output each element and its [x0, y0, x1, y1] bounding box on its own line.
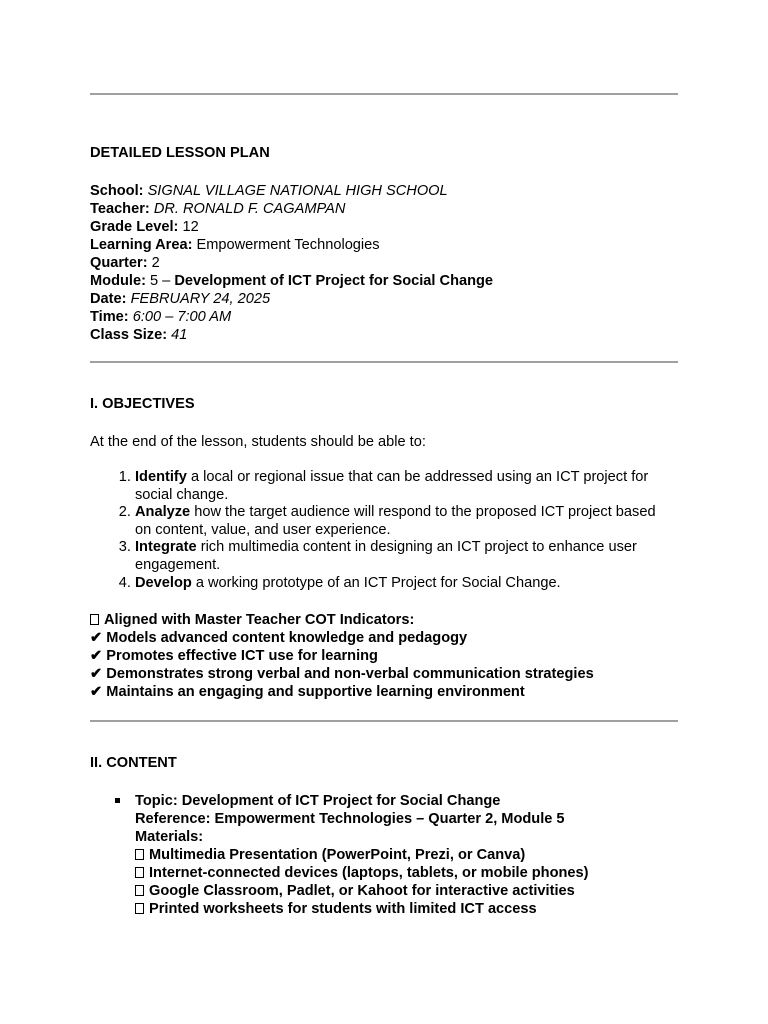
checkbox-icon [135, 849, 144, 860]
material-item [135, 864, 723, 882]
material-text: Printed worksheets for students with limited ICT access [149, 901, 537, 917]
objective-verb: Integrate [135, 539, 197, 556]
info-value: 5 – [150, 273, 171, 289]
objective-text-cont: on content, value, and user experience. [135, 521, 391, 538]
info-value: SIGNAL VILLAGE NATIONAL HIGH SCHOOL [147, 183, 448, 199]
objective-text: a local or regional issue that can be addressed using an ICT project for [190, 469, 649, 485]
list-item [135, 575, 723, 593]
info-value: 2 [151, 255, 160, 271]
material-item [135, 882, 723, 900]
info-grade-level [90, 218, 493, 236]
document-title: DETAILED LESSON PLAN [90, 145, 270, 161]
divider [90, 361, 678, 363]
info-date [90, 290, 493, 308]
info-time [90, 308, 493, 326]
info-label: Teacher: [90, 201, 150, 217]
info-label: Quarter: [90, 255, 148, 271]
checkbox-icon [90, 614, 99, 625]
checkbox-icon [135, 885, 144, 896]
checkmark-icon: ✔ [90, 630, 103, 646]
objectives-heading: I. OBJECTIVES [90, 396, 195, 412]
checkbox-icon [135, 867, 144, 878]
objective-text-cont: social change. [135, 486, 229, 503]
cot-item [90, 629, 594, 647]
checkbox-icon [135, 903, 144, 914]
info-label: Grade Level: [90, 219, 179, 235]
objective-verb: Develop [135, 574, 192, 591]
cot-item-text: Promotes effective ICT use for learning [106, 648, 378, 664]
info-value: DR. RONALD F. CAGAMPAN [153, 201, 346, 217]
objective-verb: Identify [135, 469, 187, 485]
material-item [135, 846, 723, 864]
cot-item-text: Models advanced content knowledge and pedagogy [106, 630, 468, 646]
content-reference: Reference: Empowerment Technologies – Quarter 2, Module 5 [135, 811, 565, 827]
info-label: School: [90, 183, 144, 199]
info-class-size [90, 326, 493, 344]
info-value: 41 [171, 327, 188, 343]
objective-text: how the target audience will respond to the proposed ICT project based [194, 504, 656, 521]
info-value: Empowerment Technologies [196, 237, 380, 253]
info-quarter [90, 254, 493, 272]
info-learning-area [90, 236, 493, 254]
info-label: Time: [90, 309, 129, 325]
checkmark-icon: ✔ [90, 684, 103, 700]
material-item [135, 900, 723, 918]
objective-text: rich multimedia content in designing an ICT project to enhance user [200, 539, 637, 556]
info-value: 6:00 – 7:00 AM [132, 309, 232, 325]
cot-item [90, 647, 594, 665]
material-text: Google Classroom, Padlet, or Kahoot for interactive activities [149, 883, 575, 899]
info-module [90, 272, 493, 290]
checkmark-icon: ✔ [90, 666, 103, 682]
list-item [135, 792, 723, 918]
material-text: Internet-connected devices (laptops, tablets, or mobile phones) [149, 865, 589, 881]
info-label: Learning Area: [90, 237, 193, 253]
material-text: Multimedia Presentation (PowerPoint, Prezi, or Canva) [149, 847, 526, 863]
checkmark-icon: ✔ [90, 648, 103, 664]
info-label: Class Size: [90, 327, 168, 343]
info-label: Date: [90, 291, 127, 307]
cot-item-text: Demonstrates strong verbal and non-verbal communication strategies [106, 666, 594, 682]
cot-heading: Aligned with Master Teacher COT Indicators: [104, 612, 415, 628]
objective-verb: Analyze [135, 504, 191, 521]
lesson-info [90, 182, 493, 344]
content-topic: Topic: Development of ICT Project for Social Change [135, 793, 501, 809]
objective-text: a working prototype of an ICT Project for Social Change. [195, 574, 561, 591]
list-item [135, 469, 723, 504]
info-teacher [90, 200, 493, 218]
list-item [135, 539, 723, 574]
cot-item [90, 665, 594, 683]
content-heading: II. CONTENT [90, 755, 177, 771]
objectives-list [90, 469, 723, 592]
info-school [90, 182, 493, 200]
cot-item-text: Maintains an engaging and supportive learning environment [106, 684, 525, 700]
cot-item [90, 683, 594, 701]
info-label: Module: [90, 273, 146, 289]
divider [90, 720, 678, 722]
divider-top [90, 93, 678, 95]
cot-indicators [90, 611, 594, 701]
objective-text-cont: engagement. [135, 556, 221, 573]
objectives-intro: At the end of the lesson, students should be able to: [90, 434, 426, 450]
content-list [90, 792, 723, 918]
info-value: FEBRUARY 24, 2025 [130, 291, 271, 307]
content-materials-label: Materials: [135, 829, 204, 845]
info-value: 12 [182, 219, 199, 235]
info-value-bold: Development of ICT Project for Social Change [174, 273, 494, 289]
cot-heading-row [90, 611, 594, 629]
list-item [135, 504, 723, 539]
